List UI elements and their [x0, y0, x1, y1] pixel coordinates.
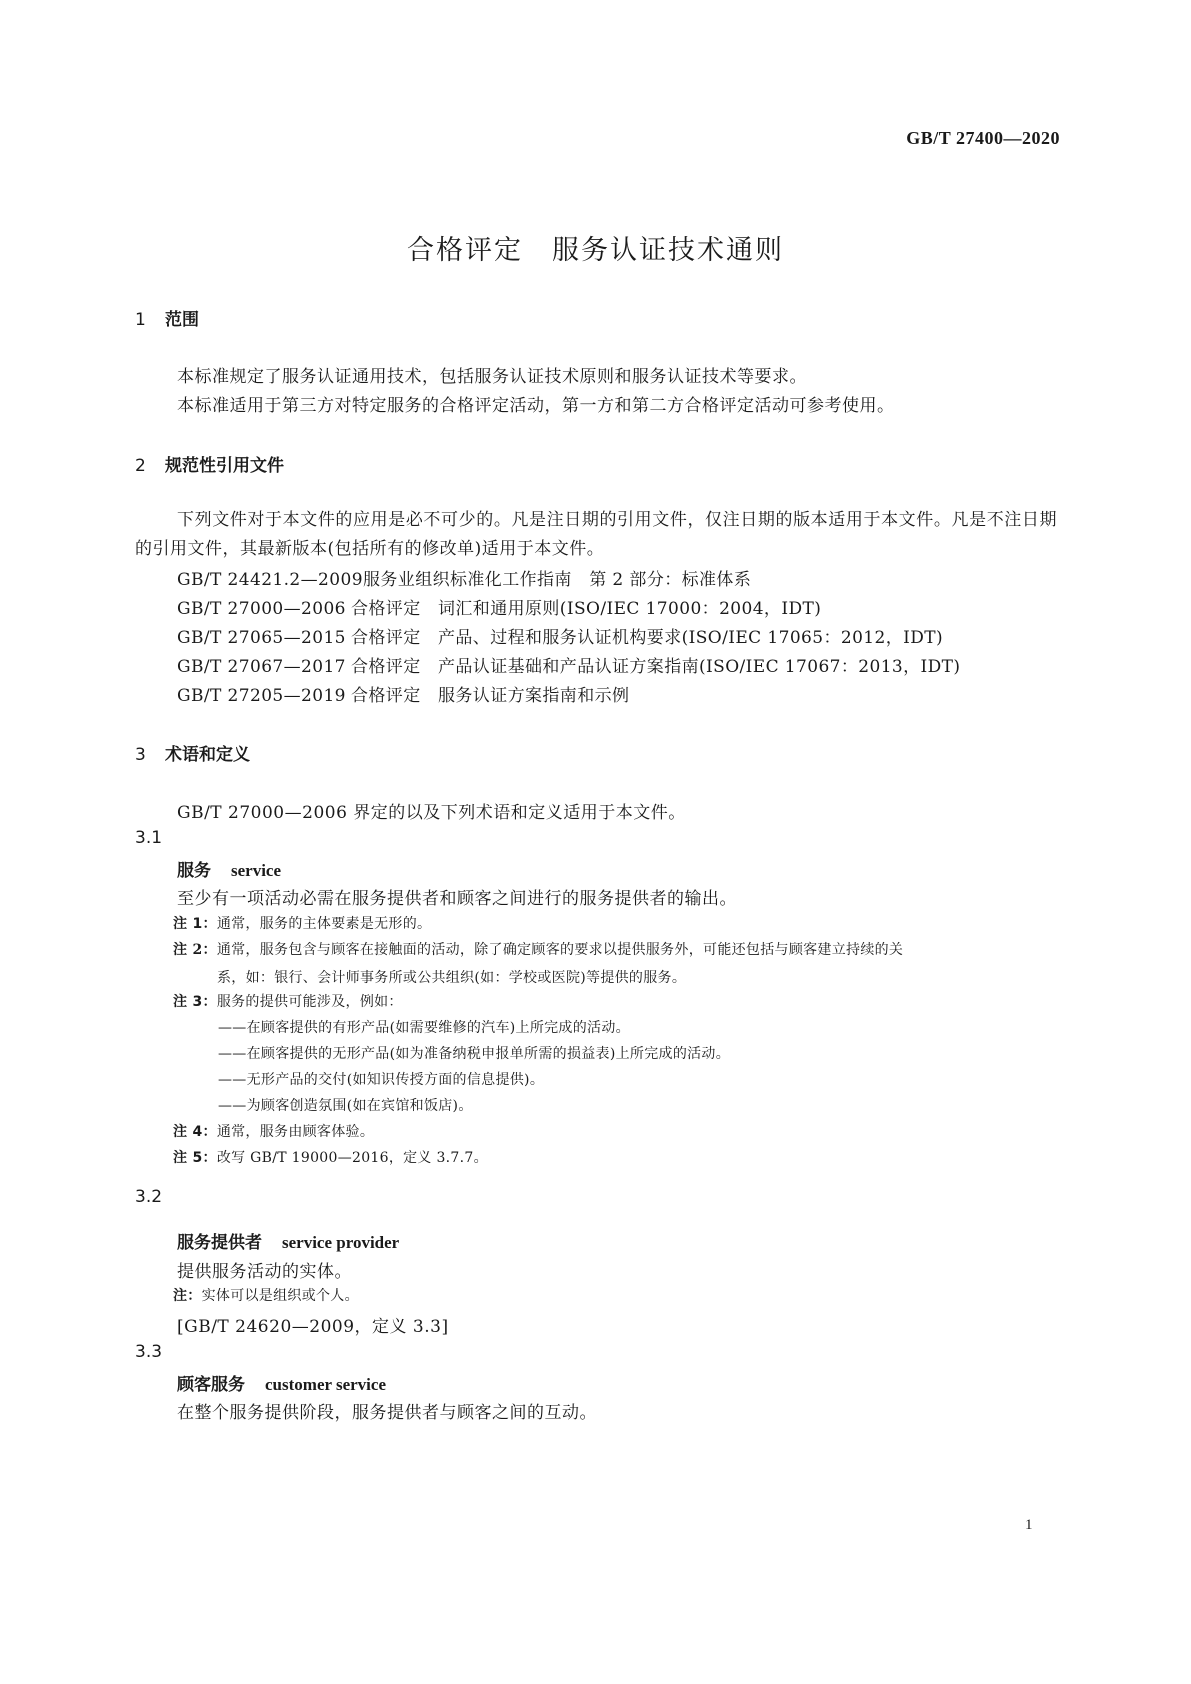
note-text: 通常，服务由顾客体验。 [216, 1124, 375, 1140]
reference-item [177, 681, 629, 706]
note-label: 注 3： [173, 994, 217, 1010]
clause-number: 3.2 [135, 1187, 163, 1207]
note-text: 改写 GB/T 19000—2016，定义 3.7.7。 [216, 1150, 488, 1166]
note-text: 服务的提供可能涉及，例如： [216, 994, 403, 1010]
section-heading-2 [135, 451, 284, 476]
term-en: service provider [282, 1233, 400, 1252]
term-definition: 至少有一项活动必需在服务提供者和顾客之间进行的服务提供者的输出。 [177, 889, 737, 909]
note-3 [173, 991, 403, 1011]
terms-intro: GB/T 27000—2006 界定的以及下列术语和定义适用于本文件。 [177, 803, 686, 823]
note-label: 注： [173, 1288, 202, 1304]
reference-item [177, 652, 960, 677]
reference-code: GB/T 27000—2006 [177, 599, 346, 619]
note-label: 注 4： [173, 1124, 217, 1140]
term-zh: 服务提供者 [177, 1233, 262, 1253]
note-1 [173, 913, 431, 933]
reference-code: GB/T 27065—2015 [177, 628, 346, 648]
note-text: 通常，服务包含与顾客在接触面的活动，除了确定顾客的要求以提供服务外，可能还包括与顾客建立持续的关 [216, 942, 904, 958]
term-en: customer service [265, 1375, 386, 1394]
term-zh: 顾客服务 [177, 1375, 245, 1395]
reference-item [177, 623, 943, 648]
section-number: 3 [135, 745, 146, 765]
reference-title: 合格评定 词汇和通用原则(ISO/IEC 17000：2004，IDT) [351, 599, 822, 619]
note-label: 注 1： [173, 916, 217, 932]
clause-number: 3.3 [135, 1342, 163, 1362]
reference-title: 合格评定 服务认证方案指南和示例 [351, 686, 630, 706]
scope-paragraph-2: 本标准适用于第三方对特定服务的合格评定活动，第一方和第二方合格评定活动可参考使用。 [177, 396, 895, 416]
document-title: 合格评定 服务认证技术通则 [407, 235, 784, 266]
note-text-continued: 系，如：银行、会计师事务所或公共组织(如：学校或医院)等提供的服务。 [217, 970, 687, 986]
term-source: [GB/T 24620—2009，定义 3.3] [177, 1317, 449, 1337]
reference-code: GB/T 27205—2019 [177, 686, 346, 706]
dash-item: ——在顾客提供的有形产品(如需要维修的汽车)上所完成的活动。 [218, 1020, 630, 1036]
section-heading-1 [135, 305, 199, 330]
term-heading [177, 1228, 399, 1253]
normref-intro: 下列文件对于本文件的应用是必不可少的。凡是注日期的引用文件，仅注日期的版本适用于本文件。凡是不注日期的引用文件，其最新版本(包括所有的修改单)适用于本文件。 [135, 510, 1057, 559]
scope-paragraph-1: 本标准规定了服务认证通用技术，包括服务认证技术原则和服务认证技术等要求。 [177, 367, 807, 387]
note-text: 通常，服务的主体要素是无形的。 [216, 916, 432, 932]
note [173, 1285, 359, 1305]
reference-title: 合格评定 产品认证基础和产品认证方案指南(ISO/IEC 17067：2013，IDT) [351, 657, 961, 677]
dash-item: ——在顾客提供的无形产品(如为准备纳税申报单所需的损益表)上所完成的活动。 [218, 1046, 731, 1062]
note-label: 注 5： [173, 1150, 217, 1166]
note-5 [173, 1147, 488, 1167]
note-2 [173, 936, 1059, 992]
dash-item: ——无形产品的交付(如知识传授方面的信息提供)。 [218, 1072, 545, 1088]
dash-item: ——为顾客创造氛围(如在宾馆和饭店)。 [218, 1098, 473, 1114]
section-number: 2 [135, 456, 146, 476]
term-zh: 服务 [177, 861, 211, 881]
section-title: 规范性引用文件 [165, 456, 284, 476]
page-number: 1 [1025, 1517, 1033, 1533]
note-4 [173, 1121, 374, 1141]
term-en: service [231, 861, 282, 880]
reference-title: 服务业组织标准化工作指南 第 2 部分：标准体系 [363, 570, 752, 590]
section-heading-3 [135, 740, 250, 765]
reference-code: GB/T 27067—2017 [177, 657, 346, 677]
term-heading [177, 856, 281, 881]
section-title: 术语和定义 [165, 745, 250, 765]
standard-number: GB/T 27400—2020 [906, 128, 1060, 148]
reference-item [177, 594, 821, 619]
reference-item [177, 565, 751, 590]
section-title: 范围 [165, 310, 199, 330]
reference-title: 合格评定 产品、过程和服务认证机构要求(ISO/IEC 17065：2012，IDT) [351, 628, 944, 648]
term-definition: 提供服务活动的实体。 [177, 1262, 352, 1282]
term-definition: 在整个服务提供阶段，服务提供者与顾客之间的互动。 [177, 1403, 597, 1423]
clause-number: 3.1 [135, 828, 163, 848]
term-heading [177, 1370, 386, 1395]
note-text: 实体可以是组织或个人。 [201, 1288, 359, 1304]
reference-code: GB/T 24421.2—2009 [177, 570, 363, 590]
section-number: 1 [135, 310, 146, 330]
note-label: 注 2： [173, 942, 217, 958]
